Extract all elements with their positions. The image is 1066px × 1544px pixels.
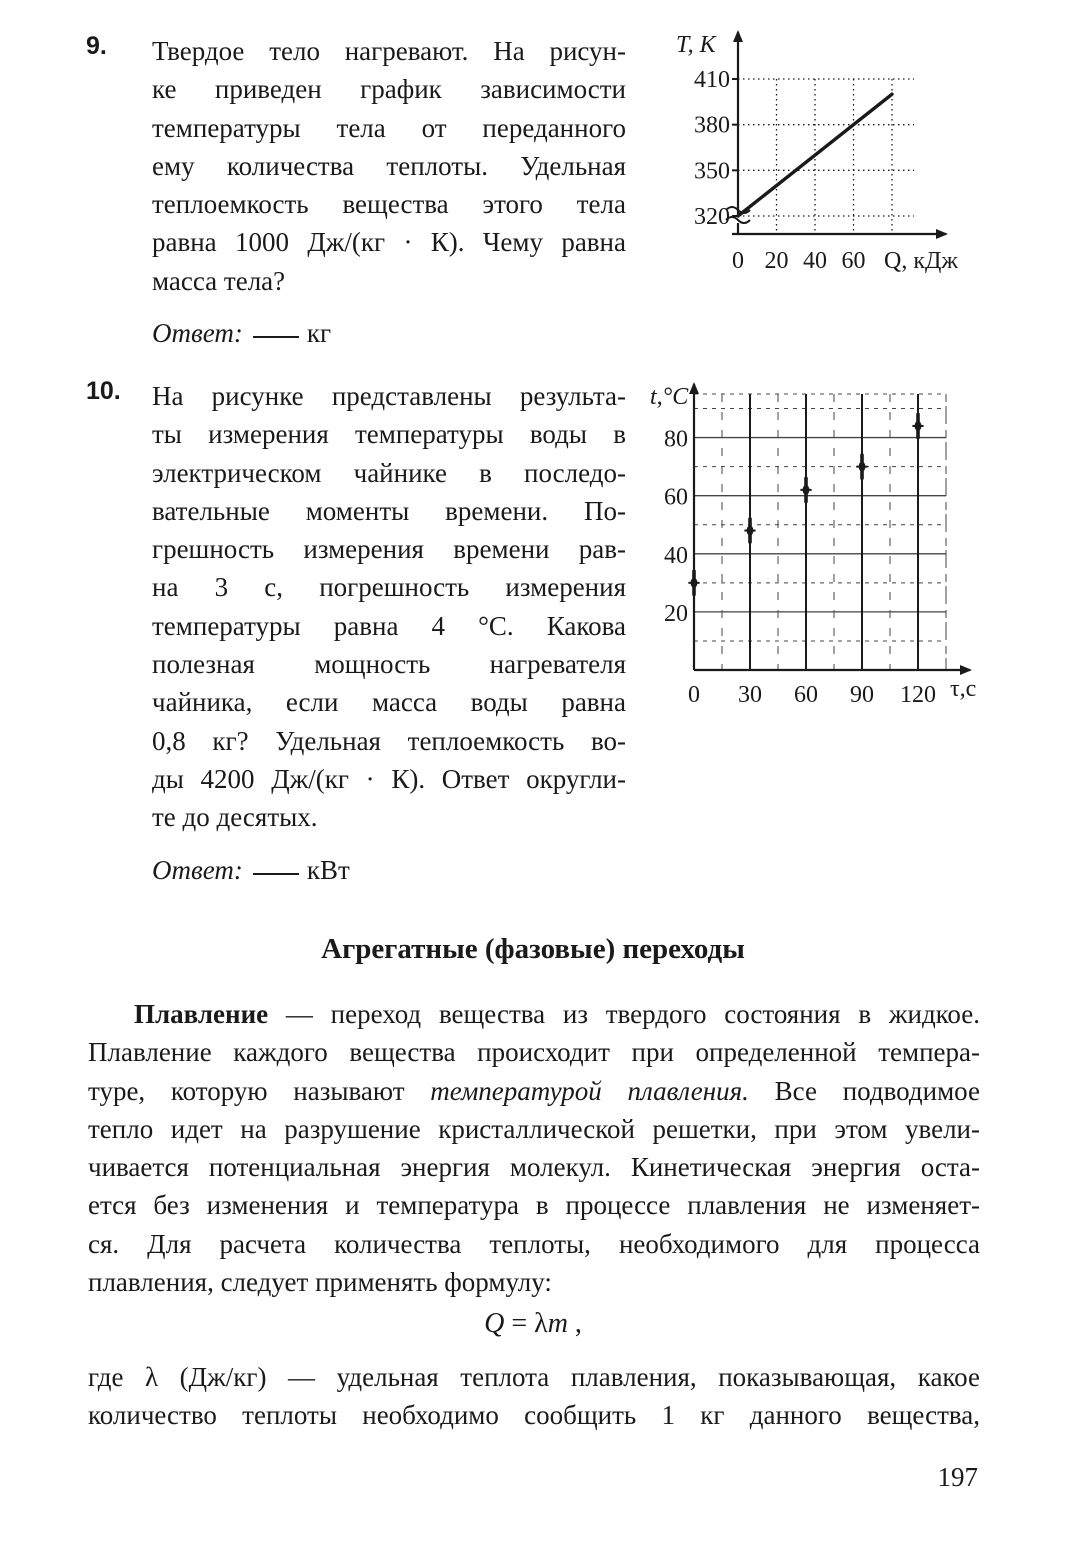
problem-line: теплоемкость вещества этого тела	[152, 189, 626, 220]
y-tick-label: 410	[694, 67, 730, 93]
formula-tail: ,	[567, 1308, 582, 1339]
x-axis-label: Q, кДж	[884, 248, 958, 274]
y-tick-label: 380	[694, 112, 730, 139]
problem-line: масса тела?	[152, 265, 286, 296]
body-text-span: — переход вещества из твердого состояния в жидкое.	[268, 999, 980, 1029]
x-tick-label: 120	[900, 682, 936, 708]
data-point	[800, 478, 811, 501]
problem-line: На рисунке представлены результа-	[152, 381, 626, 411]
data-point-marker	[915, 421, 922, 431]
body-line: тепло идет на разрушение кристаллической решетки, при этом увели-	[88, 1113, 980, 1144]
answer-blank[interactable]	[253, 336, 299, 338]
chart-kettle-graph	[640, 374, 996, 720]
data-point	[744, 519, 755, 542]
problem-line: на 3 с, погрешность измерения	[152, 572, 626, 603]
x-tick-label: 90	[850, 682, 874, 708]
body-text-span: туре, которую называют	[88, 1075, 431, 1106]
problem-line: ему количества теплоты. Удельная	[152, 150, 626, 181]
problem-number: 9.	[86, 32, 107, 60]
body-line: плавления, следует применять формулу:	[88, 1267, 552, 1298]
problem-line: ке приведен график зависимости	[152, 74, 626, 105]
body-line: ется без изменения и температура в процессе плавления не изменяет-	[88, 1190, 980, 1221]
problem-line: электрическом чайнике в последо-	[152, 457, 626, 488]
body-paragraph-1	[88, 995, 980, 1301]
problem-10	[86, 377, 626, 886]
x-axis-label: τ,с	[950, 676, 977, 702]
y-tick-label: 320	[694, 204, 730, 230]
x-tick-label: 0	[732, 248, 744, 274]
formula-q: Q	[484, 1308, 505, 1339]
problem-line: вательные моменты времени. По-	[152, 495, 626, 526]
problem-line: чайника, если масса воды равна	[152, 687, 626, 718]
answer-blank[interactable]	[253, 873, 299, 875]
y-axis-label: t,°С	[650, 384, 689, 410]
problem-line: температуры равна 4 °С. Какова	[152, 610, 626, 641]
problem-line: ты измерения температуры воды в	[152, 419, 626, 450]
x-tick-label: 60	[794, 682, 818, 708]
y-tick-label: 60	[664, 484, 688, 511]
y-tick-label: 80	[664, 426, 688, 453]
problem-text	[152, 377, 626, 837]
data-point	[912, 414, 923, 437]
data-point	[856, 455, 867, 478]
y-tick-label: 350	[694, 158, 730, 185]
data-point-marker	[691, 578, 698, 588]
formula-melting	[0, 1308, 1066, 1340]
body-line: чивается потенциальная энергия молекул. Кинетическая энергия оста-	[88, 1152, 980, 1183]
problem-line: Твердое тело нагревают. На рисун-	[152, 36, 626, 66]
answer-label: Ответ:	[152, 854, 243, 885]
x-tick-label: 30	[738, 682, 762, 708]
data-point-marker	[747, 526, 754, 536]
body-paragraph-2	[88, 1358, 980, 1435]
body-line	[88, 995, 980, 1033]
problem-number: 10.	[86, 377, 121, 405]
body-line	[88, 1072, 980, 1110]
page-number: 197	[937, 1462, 978, 1492]
problem-line: 0,8 кг? Удельная теплоемкость во-	[152, 725, 626, 756]
y-tick-label: 40	[664, 542, 688, 569]
problem-line: те до десятых.	[152, 802, 318, 833]
chart-2-svg	[640, 374, 996, 720]
formula-eq: =	[504, 1308, 535, 1339]
problem-line: грешность измерения времени рав-	[152, 534, 626, 565]
series-line	[738, 94, 892, 216]
formula-lambda: λ	[534, 1308, 548, 1339]
term-melting: Плавление	[134, 999, 269, 1029]
problem-9	[86, 32, 626, 349]
x-tick-label: 20	[764, 248, 789, 274]
answer-unit: кВт	[306, 854, 350, 885]
body-line: количество теплоты необходимо сообщить 1 кг данного вещества,	[88, 1400, 980, 1431]
body-line: ся. Для расчета количества теплоты, необходимого для процесса	[88, 1228, 980, 1259]
x-tick-label: 60	[841, 248, 866, 274]
section-title: Агрегатные (фазовые) переходы	[321, 933, 745, 965]
formula-m: m	[547, 1308, 568, 1339]
body-line: где λ (Дж/кг) — удельная теплота плавления, показывающая, какое	[88, 1362, 980, 1392]
answer-label: Ответ:	[152, 318, 243, 349]
answer-unit: кг	[306, 318, 332, 349]
answer-line	[152, 855, 626, 886]
data-point-marker	[803, 485, 810, 495]
problem-line: полезная мощность нагревателя	[152, 649, 626, 680]
y-axis-label: T, К	[676, 32, 716, 58]
body-text-span: Все подводимое	[748, 1075, 980, 1106]
problem-line: ды 4200 Дж/(кг · К). Ответ округли-	[152, 763, 626, 794]
problem-line: равна 1000 Дж/(кг · К). Чему равна	[152, 227, 626, 258]
x-tick-label: 0	[688, 682, 700, 708]
y-tick-label: 20	[664, 600, 688, 627]
problem-line: температуры тела от переданного	[152, 112, 626, 143]
body-line: Плавление каждого вещества происходит при определенной темпера-	[88, 1037, 980, 1068]
term-melting-temperature: температурой плавления.	[430, 1075, 749, 1106]
chart-1-svg	[660, 24, 990, 274]
answer-line	[152, 318, 626, 349]
problem-text	[152, 32, 626, 300]
data-point-marker	[859, 462, 866, 472]
x-tick-label: 40	[803, 248, 827, 274]
data-point	[688, 571, 699, 594]
chart-heating-graph	[660, 24, 990, 274]
